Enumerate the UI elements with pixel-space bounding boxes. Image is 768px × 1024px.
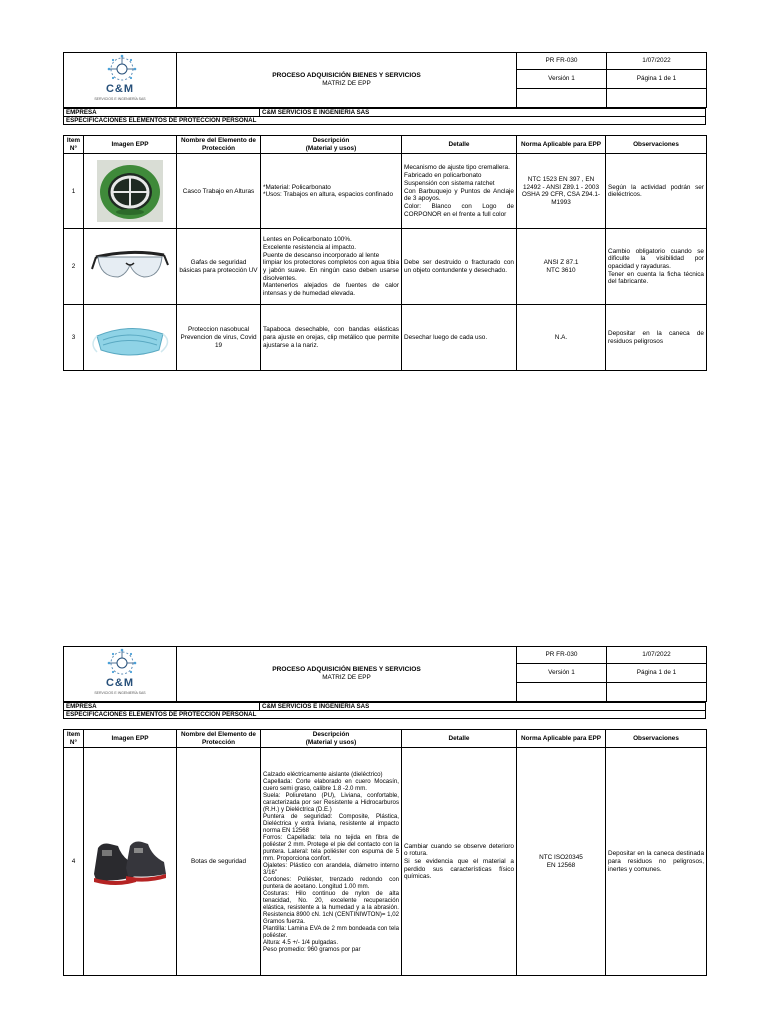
empty-cell xyxy=(517,88,607,107)
safety-boots-image xyxy=(88,832,172,892)
safety-glasses-image xyxy=(90,247,170,287)
col-item: Item N° xyxy=(64,136,84,154)
row-norma: NTC ISO20345 EN 12568 xyxy=(517,748,606,976)
col-imagen: Imagen EPP xyxy=(84,136,177,154)
empresa-value: C&M SERVICIOS E INGENIERIA SAS xyxy=(260,703,706,711)
col-detalle: Detalle xyxy=(402,136,517,154)
logo-text: C&M xyxy=(105,677,135,689)
row-detalle: Mecanismo de ajuste tipo cremallera. Fabricado en policarbonato Suspensión con sistema ratchet Con Barbuquejo y Puntos de Anclaje de 3 apoyos. Color: Blanco con Logo de CORPONOR en el frente a full color xyxy=(402,154,517,229)
document-title-cell xyxy=(177,53,517,108)
col-descripcion: Descripción (Material y usos) xyxy=(261,136,402,154)
company-logo xyxy=(64,647,177,702)
table-row xyxy=(64,748,707,976)
col-norma: Norma Aplicable para EPP xyxy=(517,136,606,154)
company-info xyxy=(63,108,706,125)
empresa-value: C&M SERVICIOS E INGENIERIA SAS xyxy=(260,109,706,117)
face-masks-image xyxy=(87,316,173,360)
logo-circuit-icon xyxy=(92,54,152,86)
hard-hat-image xyxy=(95,158,165,224)
table-row xyxy=(64,229,707,305)
logo-circuit-icon xyxy=(92,648,152,680)
row-image xyxy=(84,305,177,371)
document-page: Página 1 de 1 xyxy=(607,69,707,88)
epp-table xyxy=(63,729,707,976)
document-title-cell xyxy=(177,647,517,702)
row-image xyxy=(84,154,177,229)
logo-tagline: SERVICIOS E INGENIERÍA SAS xyxy=(94,691,146,695)
document-subtitle: MATRIZ DE EPP xyxy=(322,674,371,682)
row-observaciones: Depositar en la caneca de residuos peligrosos xyxy=(606,305,707,371)
col-descripcion: Descripción (Material y usos) xyxy=(261,730,402,748)
row-item: 4 xyxy=(64,748,84,976)
row-nombre: Gafas de seguridad básicas para protección UV xyxy=(177,229,261,305)
row-observaciones: Cambio obligatorio cuando se dificulte la visibilidad por opacidad y rayaduras. Tener en cuenta la ficha técnica del fabricante. xyxy=(606,229,707,305)
company-logo xyxy=(64,53,177,108)
row-descripcion: Lentes en Policarbonato 100%. Excelente resistencia al impacto. Puente de descanso incorporado al lente limpiar los protectores completos con agua tibia y jabón suave. En ningún caso deben usarse disolventes. Mantenerlos alejados de fuentes de calor intensas y de humedad elevada. xyxy=(261,229,402,305)
especificaciones-label: ESPECIFICACIONES ELEMENTOS DE PROTECCIÓN PERSONAL xyxy=(64,117,706,125)
col-nombre: Nombre del Elemento de Protección xyxy=(177,730,261,748)
row-norma: ANSI Z 87.1 NTC 3610 xyxy=(517,229,606,305)
document-code: PR FR-030 xyxy=(517,53,607,70)
col-observaciones: Observaciones xyxy=(606,136,707,154)
col-nombre: Nombre del Elemento de Protección xyxy=(177,136,261,154)
row-item: 3 xyxy=(64,305,84,371)
table-header-row xyxy=(64,136,707,154)
document-title: PROCESO ADQUISICIÓN BIENES Y SERVICIOS xyxy=(272,72,421,80)
document-date: 1/07/2022 xyxy=(607,53,707,70)
row-detalle: Debe ser destruido o fracturado con un objeto contundente y desechado. xyxy=(402,229,517,305)
col-norma: Norma Aplicable para EPP xyxy=(517,730,606,748)
col-imagen: Imagen EPP xyxy=(84,730,177,748)
sheet-1 xyxy=(63,52,706,371)
row-image xyxy=(84,229,177,305)
row-observaciones: Según la actividad podrán ser dieléctricos. xyxy=(606,154,707,229)
row-detalle: Cambiar cuando se observe deterioro o rotura. Si se evidencia que el material a perdido sus características físico químicas. xyxy=(402,748,517,976)
col-observaciones: Observaciones xyxy=(606,730,707,748)
epp-table xyxy=(63,135,707,371)
col-detalle: Detalle xyxy=(402,730,517,748)
col-item: Item N° xyxy=(64,730,84,748)
document-title: PROCESO ADQUISICIÓN BIENES Y SERVICIOS xyxy=(272,666,421,674)
company-info xyxy=(63,702,706,719)
empresa-label: EMPRESA xyxy=(64,703,260,711)
row-item: 2 xyxy=(64,229,84,305)
row-image xyxy=(84,748,177,976)
document-subtitle: MATRIZ DE EPP xyxy=(322,80,371,88)
row-descripcion: *Material: Policarbonato *Usos: Trabajos en altura, espacios confinado xyxy=(261,154,402,229)
document-header xyxy=(63,52,707,108)
logo-tagline: SERVICIOS E INGENIERÍA SAS xyxy=(94,97,146,101)
row-observaciones: Depositar en la caneca destinada para residuos no peligrosos, inertes y comunes. xyxy=(606,748,707,976)
empty-cell xyxy=(607,88,707,107)
document-version: Versión 1 xyxy=(517,663,607,682)
empty-cell xyxy=(517,682,607,701)
table-row xyxy=(64,305,707,371)
logo-text: C&M xyxy=(105,83,135,95)
document-header xyxy=(63,646,707,702)
row-descripcion: Tapaboca desechable, con bandas elásticas para ajuste en orejas, clip metálico que permite ajustarse a la nariz. xyxy=(261,305,402,371)
row-nombre: Proteccion nasobucal Prevencion de virus, Covid 19 xyxy=(177,305,261,371)
document-page: Página 1 de 1 xyxy=(607,663,707,682)
empresa-label: EMPRESA xyxy=(64,109,260,117)
sheet-2 xyxy=(63,646,706,976)
empty-cell xyxy=(607,682,707,701)
document-version: Versión 1 xyxy=(517,69,607,88)
document-code: PR FR-030 xyxy=(517,647,607,664)
table-header-row xyxy=(64,730,707,748)
table-row xyxy=(64,154,707,229)
row-nombre: Botas de seguridad xyxy=(177,748,261,976)
row-norma: N.A. xyxy=(517,305,606,371)
row-norma: NTC 1523 EN 397 , EN 12492 - ANSI Z89.1 - 2003 OSHA 29 CFR, CSA Z94.1-M1993 xyxy=(517,154,606,229)
row-detalle: Desechar luego de cada uso. xyxy=(402,305,517,371)
document-date: 1/07/2022 xyxy=(607,647,707,664)
row-item: 1 xyxy=(64,154,84,229)
especificaciones-label: ESPECIFICACIONES ELEMENTOS DE PROTECCIÓN PERSONAL xyxy=(64,711,706,719)
row-nombre: Casco Trabajo en Alturas xyxy=(177,154,261,229)
row-descripcion: Calzado eléctricamente aislante (dieléctrico) Capelladа: Corte elaborado en cuero Mocasín, cuero semi graso, calibre 1.8 -2.0 mm. Suela: Poliuretano (PU), Liviana, confortable, caracterizada por ser Resistente a Hidrocarburos (R.H.) y Dieléctrica (D.E.) Puntera de seguridad: Composite, Plástica, Dieléctrica y extra liviana, resistente al impacto norma EN 12568 Forros: Capellada: tela no tejida en fibra de poliéster 2 mm. Protege el pie del contacto con la puntera. Lateral: tela poliéster con espuma de 5 mm. Proporciona confort. Ojaletes: Plástico con arandela, diámetro interno 3/16" Cordones: Poliéster, trenzado redondo con puntera de acetano. Longitud 1.00 mm. Costuras: Hilo continuo de nylon de alta tenacidad, No. 20, excelente recuperación elástica, resistente a la humedad y a la abrasión. Resistencia 8900 cN. 1cN (CENTINIWTON)= 1,02 Gramos fuerza. Plantilla: Lamina EVA de 2 mm bondeada con tela poliéster. Altura: 4.5 +/- 1/4 pulgadas. Peso promedio: 960 gramos por par xyxy=(261,748,402,976)
